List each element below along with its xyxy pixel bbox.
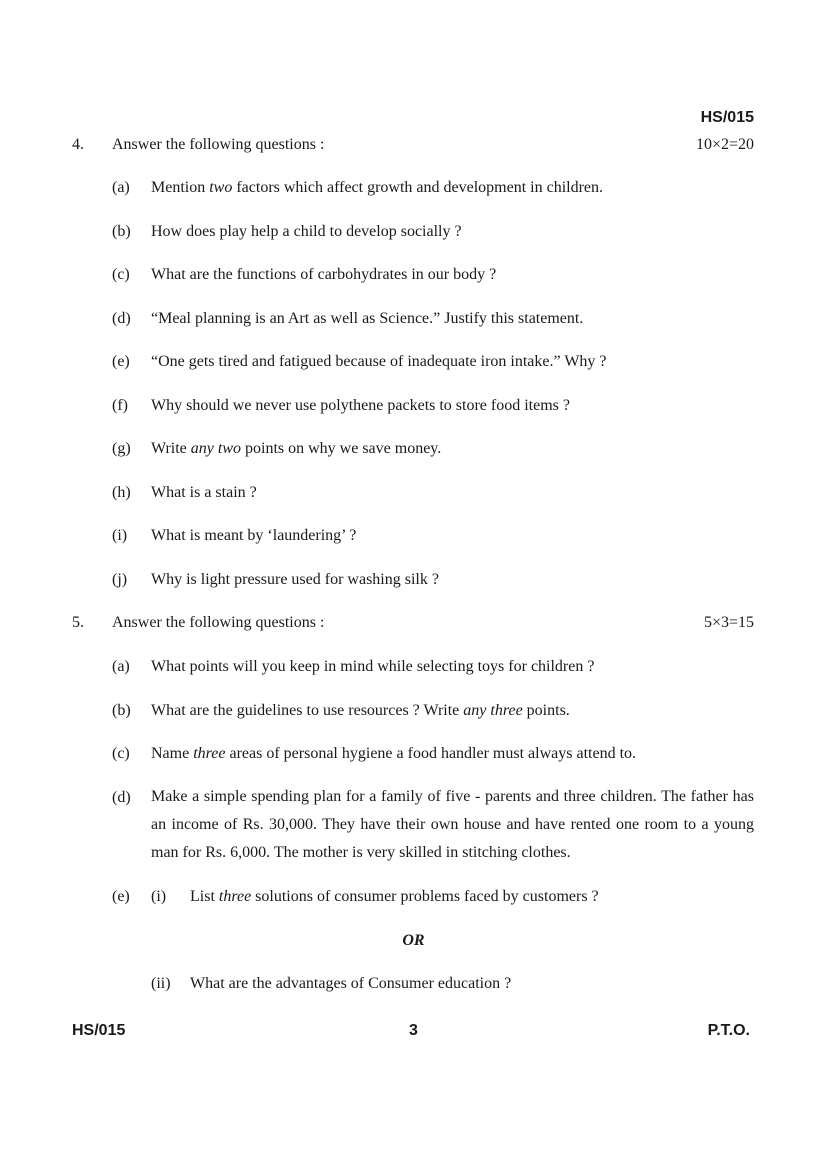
- q5-b-text: What are the guidelines to use resources ? Write any three points.: [151, 702, 570, 719]
- question-5-number: 5.: [72, 614, 84, 631]
- or-separator: OR: [402, 932, 425, 949]
- q4-item-label: (d): [112, 310, 131, 327]
- q4-item-text: Mention two factors which affect growth and development in children.: [151, 179, 604, 196]
- q5-c-text: Name three areas of personal hygiene a food handler must always attend to.: [151, 745, 637, 762]
- q4-item-text: Why is light pressure used for washing silk ?: [151, 571, 439, 588]
- q5-e-ii-text: What are the advantages of Consumer education ?: [190, 975, 512, 992]
- q4-item-label: (j): [112, 571, 128, 588]
- question-4-number: 4.: [72, 136, 84, 153]
- q5-e-ii-label: (ii): [151, 975, 171, 992]
- q5-e-i-label: (i): [151, 888, 167, 905]
- paper-code-footer: HS/015: [72, 1022, 126, 1039]
- q4-item-text: Why should we never use polythene packets to store food items ?: [151, 397, 570, 414]
- paper-code-header: HS/015: [700, 109, 754, 126]
- q5-d-text: Make a simple spending plan for a family of five - parents and three children. The father has an income of Rs. 30,000. They have their own house and have rented one room to a young man for Rs. 6,000. The mother is very skilled in stitching clothes.: [151, 788, 754, 861]
- q4-item-label: (g): [112, 440, 131, 457]
- q4-item-text: Write any two points on why we save money.: [151, 440, 442, 457]
- q4-item-text: What is meant by ‘laundering’ ?: [151, 527, 357, 544]
- q4-item-label: (h): [112, 484, 131, 501]
- q4-item-label: (e): [112, 353, 130, 370]
- q4-item-label: (a): [112, 179, 130, 196]
- please-turn-over: P.T.O.: [707, 1022, 750, 1039]
- q4-item-text: “One gets tired and fatigued because of inadequate iron intake.” Why ?: [151, 353, 607, 370]
- q4-item-text: How does play help a child to develop socially ?: [151, 223, 462, 240]
- question-4-marks: 10×2=20: [695, 136, 754, 153]
- q4-item-label: (b): [112, 223, 131, 240]
- question-4-title: Answer the following questions :: [112, 136, 325, 153]
- q5-e-i-text: List three solutions of consumer problems faced by customers ?: [190, 888, 599, 905]
- q5-e-label: (e): [112, 888, 130, 905]
- q4-item-label: (c): [112, 266, 130, 283]
- q5-d-label: (d): [112, 789, 131, 806]
- q4-item-label: (f): [112, 397, 128, 414]
- q4-item-text: What are the functions of carbohydrates in our body ?: [151, 266, 497, 283]
- q4-item-label: (i): [112, 527, 128, 544]
- q5-c-label: (c): [112, 745, 130, 762]
- q4-item-text: What is a stain ?: [151, 484, 257, 501]
- q5-a-text: What points will you keep in mind while selecting toys for children ?: [151, 658, 595, 675]
- q5-a-label: (a): [112, 658, 130, 675]
- question-5-title: Answer the following questions :: [112, 614, 325, 631]
- page-number: 3: [409, 1022, 418, 1039]
- question-5-marks: 5×3=15: [703, 614, 754, 631]
- q5-b-label: (b): [112, 702, 131, 719]
- q4-item-text: “Meal planning is an Art as well as Science.” Justify this statement.: [151, 310, 584, 327]
